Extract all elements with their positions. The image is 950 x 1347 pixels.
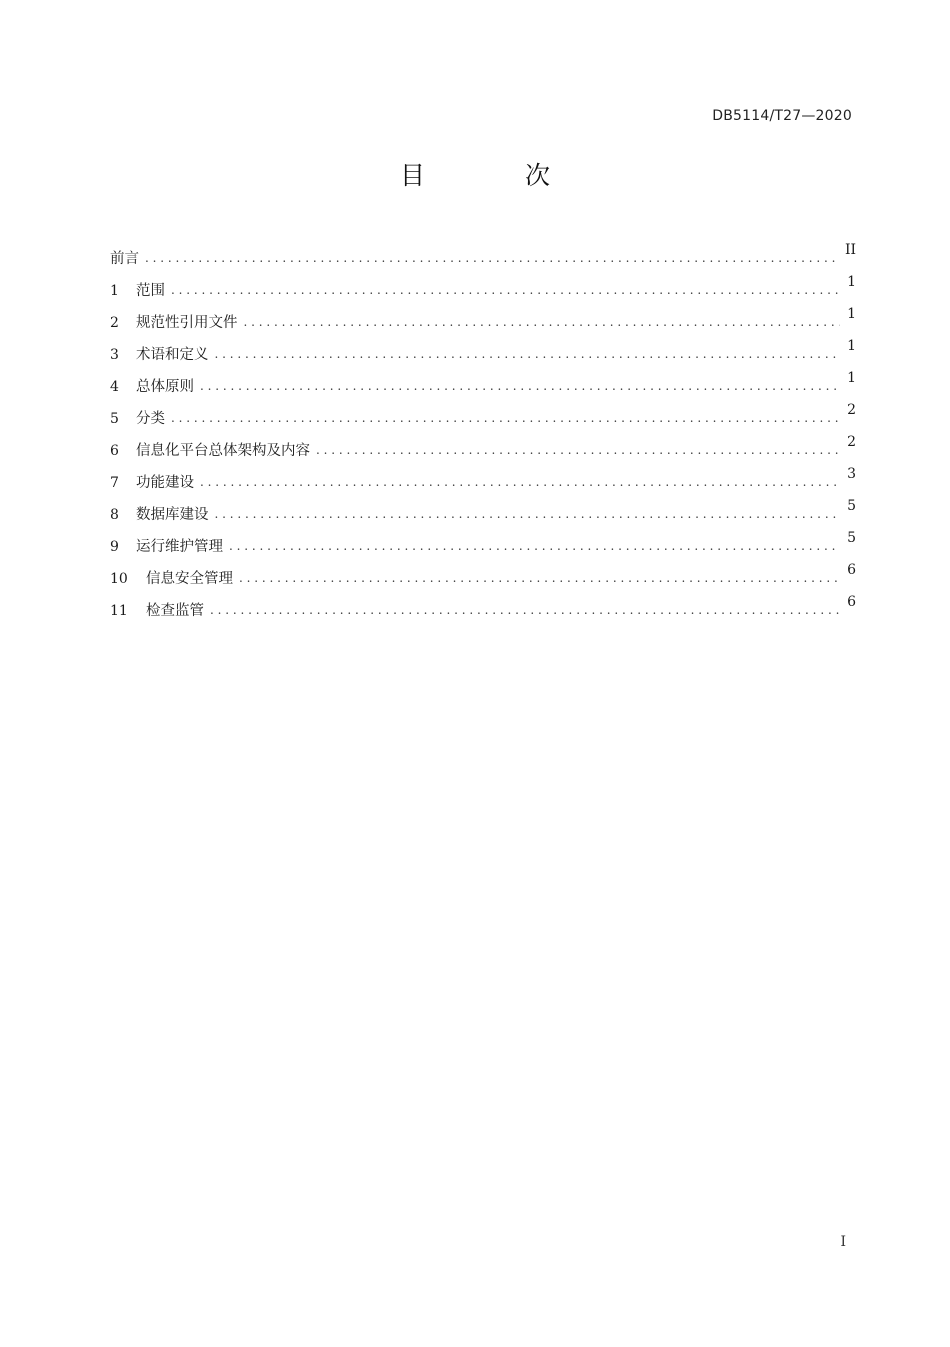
toc-entry-1[interactable] [110, 272, 856, 304]
toc-entry-5[interactable] [110, 400, 856, 432]
footer-page-number: I [840, 1234, 846, 1250]
toc-entry-number: 9 [110, 539, 119, 555]
toc-entry-page: 6 [847, 594, 856, 610]
toc-entry-number: 10 [110, 571, 128, 587]
toc-entry-page: 2 [847, 434, 856, 450]
toc-leader-dots [244, 304, 841, 328]
toc-entry-number: 4 [110, 379, 119, 395]
toc-entry-page: 1 [847, 274, 856, 290]
toc-entry-4[interactable] [110, 368, 856, 400]
toc-entry-2[interactable] [110, 304, 856, 336]
toc-entry-page: 1 [847, 306, 856, 322]
toc-entry-label: 总体原则 [136, 379, 194, 395]
toc-entry-number: 11 [110, 603, 128, 619]
toc-title: 目 次 [400, 161, 596, 190]
toc-entry-page: II [844, 242, 856, 258]
toc-entry-preface[interactable] [110, 240, 856, 272]
toc-entry-page: 5 [847, 498, 856, 514]
toc-leader-dots [215, 496, 841, 520]
toc-entry-page: 6 [847, 562, 856, 578]
toc-entry-number: 7 [110, 475, 119, 491]
toc-leader-dots [210, 592, 840, 616]
toc-leader-dots [316, 432, 840, 456]
toc-entry-label: 运行维护管理 [136, 539, 223, 555]
toc-entry-7[interactable] [110, 464, 856, 496]
toc-entry-label: 信息安全管理 [146, 571, 233, 587]
toc-entry-page: 1 [847, 338, 856, 354]
toc-entry-label: 规范性引用文件 [136, 315, 238, 331]
toc-entry-number: 8 [110, 507, 119, 523]
toc-entry-number: 2 [110, 315, 119, 331]
toc-entry-label: 检查监管 [146, 603, 204, 619]
toc-entry-label: 功能建设 [136, 475, 194, 491]
toc-entry-page: 3 [847, 466, 856, 482]
toc-entry-number: 3 [110, 347, 119, 363]
toc-entry-11[interactable] [110, 592, 856, 624]
document-code: DB5114/T27—2020 [712, 108, 852, 124]
toc-entry-page: 1 [847, 370, 856, 386]
toc-entry-number: 6 [110, 443, 119, 459]
toc-entry-page: 5 [847, 530, 856, 546]
toc-leader-dots [145, 240, 839, 264]
toc-entry-10[interactable] [110, 560, 856, 592]
toc-entry-3[interactable] [110, 336, 856, 368]
toc-leader-dots [239, 560, 840, 584]
toc-leader-dots [171, 400, 840, 424]
toc-entry-number: 5 [110, 411, 119, 427]
toc-entry-label: 范围 [136, 283, 165, 299]
toc-leader-dots [215, 336, 841, 360]
toc-leader-dots [200, 368, 840, 392]
toc-entry-page: 2 [847, 402, 856, 418]
toc-entry-9[interactable] [110, 528, 856, 560]
toc-leader-dots [200, 464, 840, 488]
toc-entry-label: 前言 [110, 251, 139, 267]
toc-entry-6[interactable] [110, 432, 856, 464]
toc-entry-label: 信息化平台总体架构及内容 [136, 443, 310, 459]
toc-entry-label: 数据库建设 [136, 507, 209, 523]
toc-leader-dots [171, 272, 840, 296]
toc-leader-dots [229, 528, 840, 552]
toc-entry-label: 术语和定义 [136, 347, 209, 363]
table-of-contents [110, 240, 856, 624]
toc-entry-number: 1 [110, 283, 119, 299]
toc-entry-8[interactable] [110, 496, 856, 528]
toc-entry-label: 分类 [136, 411, 165, 427]
